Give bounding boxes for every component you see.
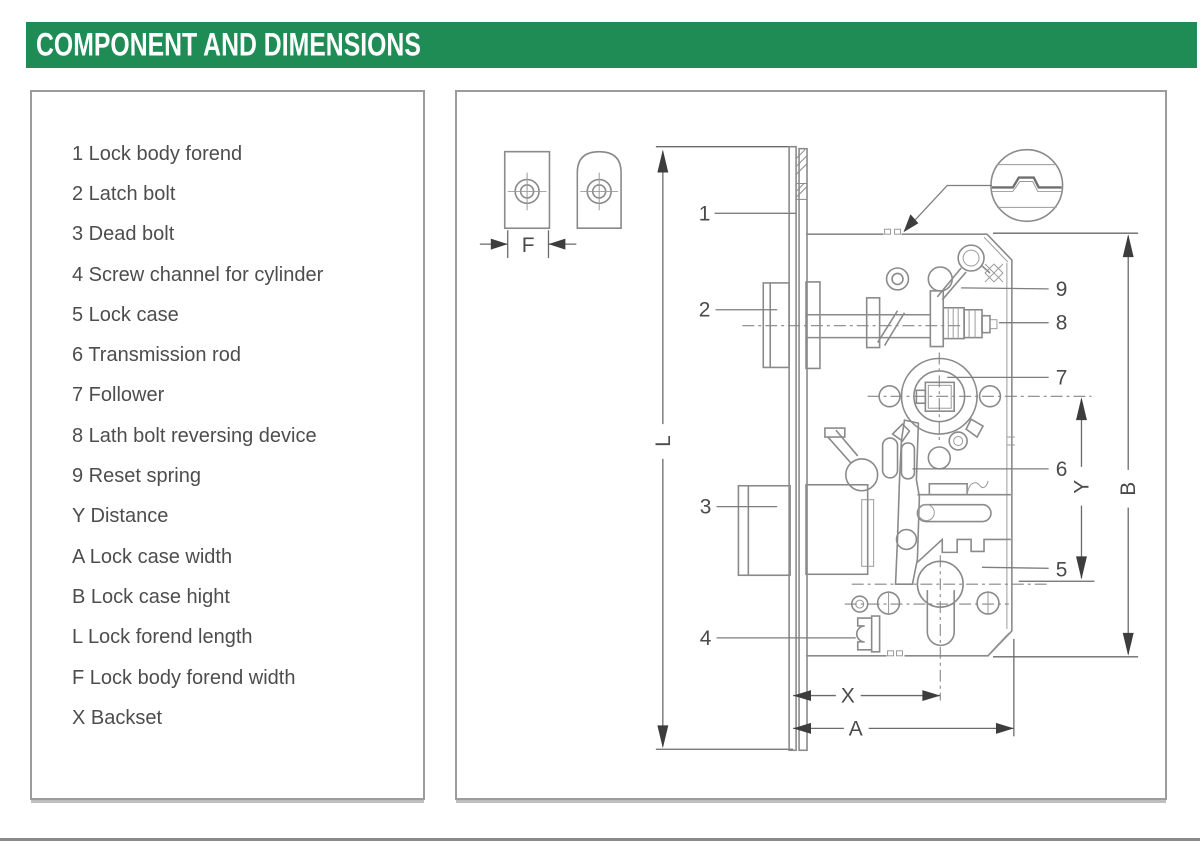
legend-item: 4 Screw channel for cylinder xyxy=(72,263,324,286)
dead-bolt xyxy=(738,485,873,575)
latch-bolt xyxy=(742,282,961,369)
dimension-X xyxy=(793,685,940,708)
header-bar xyxy=(26,22,1197,68)
legend-item: 6 Transmission rod xyxy=(72,344,241,367)
part-label-7: 7 xyxy=(1055,366,1068,390)
legend-item: A Lock case width xyxy=(72,545,233,568)
dimension-L xyxy=(652,147,793,750)
part-label-8: 8 xyxy=(1055,311,1068,335)
dim-label-A: A xyxy=(848,717,863,741)
screw-channel xyxy=(857,616,880,652)
part-label-4: 4 xyxy=(699,626,712,650)
legend-item: Y Distance xyxy=(72,505,169,528)
dimension-A xyxy=(793,639,1014,740)
dimension-Y xyxy=(1019,397,1095,581)
page-title: COMPONENT AND DIMENSIONS xyxy=(36,26,421,63)
dim-label-X: X xyxy=(840,684,855,708)
slide-plate xyxy=(917,481,1010,563)
legend-item: 7 Follower xyxy=(72,384,165,407)
legend-panel xyxy=(30,90,425,800)
lock-diagram xyxy=(457,92,1165,798)
legend-item: 3 Dead bolt xyxy=(72,223,175,246)
part-label-1: 1 xyxy=(698,202,711,226)
footer-rule xyxy=(0,838,1200,841)
legend-item: 9 Reset spring xyxy=(72,465,201,488)
legend-item: 1 Lock body forend xyxy=(72,142,243,165)
legend-item: L Lock forend length xyxy=(72,626,253,649)
legend-item: B Lock case hight xyxy=(72,585,230,608)
part-label-5: 5 xyxy=(1055,558,1068,582)
part-label-9: 9 xyxy=(1055,277,1068,301)
forend-plate xyxy=(789,147,807,751)
dim-label-L: L xyxy=(651,435,675,447)
legend-item: F Lock body forend width xyxy=(72,666,296,689)
dimension-F xyxy=(480,230,576,258)
legend-item: X Backset xyxy=(72,706,163,729)
detail-callout xyxy=(903,150,1062,233)
legend-item: 2 Latch bolt xyxy=(72,182,176,205)
part-label-3: 3 xyxy=(699,495,712,519)
part-label-2: 2 xyxy=(698,298,711,322)
cylinder-hole xyxy=(845,555,1047,700)
dim-label-B: B xyxy=(1117,481,1141,496)
part-label-6: 6 xyxy=(1055,457,1068,481)
legend-list xyxy=(32,92,423,738)
dim-label-Y: Y xyxy=(1070,479,1094,494)
reversing-device xyxy=(867,291,997,348)
diagram-panel xyxy=(455,90,1167,800)
transmission-rod xyxy=(825,420,919,584)
dim-label-F: F xyxy=(521,234,535,258)
reset-spring xyxy=(887,245,1003,300)
forend-face-views xyxy=(505,152,621,229)
legend-item: 8 Lath bolt reversing device xyxy=(72,424,317,447)
legend-item: 5 Lock case xyxy=(72,303,179,326)
